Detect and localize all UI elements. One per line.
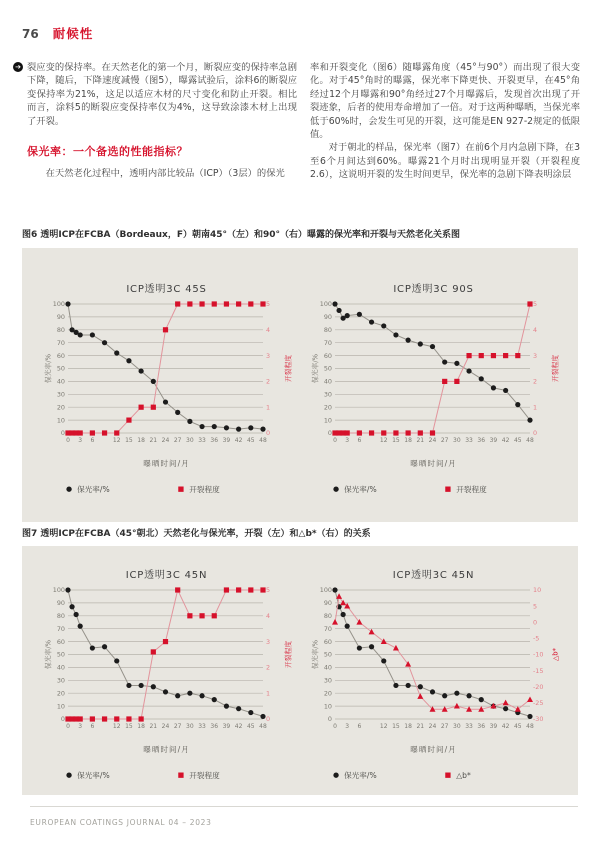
svg-text:48: 48 (258, 723, 267, 730)
svg-text:100: 100 (52, 300, 65, 309)
svg-text:20: 20 (56, 689, 65, 698)
svg-text:0: 0 (532, 429, 537, 438)
svg-text:3: 3 (344, 437, 349, 444)
svg-text:60: 60 (323, 351, 332, 360)
svg-text:开裂程度: 开裂程度 (283, 640, 292, 669)
chart-xlabel: 曝晒时间/月 (410, 745, 457, 754)
chart-title: ICP透明3C 45N (392, 570, 475, 581)
legend-item (66, 484, 110, 495)
legend-label: 保光率/% (77, 485, 110, 494)
paragraph: 率和开裂变化（图6）随曝露角度（45°与90°）而出现了很大变化。对于45°角时的曝露，保光率下降更快、开裂更早，在45°角经过12个月曝露和90°角经过27个月曝露后，发现首次出现了开裂迹象，后者的使用寿命增加了一倍。对于这两种曝晒，当保光率低于60%时，会发生可见的开裂，这可能是EN 927-2规定的低限值。 (310, 62, 580, 141)
chart-legend (303, 770, 564, 781)
svg-text:4: 4 (265, 612, 270, 620)
svg-text:12: 12 (112, 723, 121, 730)
chart-svg (308, 297, 560, 453)
svg-text:30: 30 (56, 390, 65, 399)
svg-text:0: 0 (332, 723, 337, 730)
svg-text:20: 20 (323, 689, 332, 698)
text-column-right (310, 61, 580, 182)
svg-text:21: 21 (415, 437, 424, 444)
svg-text:开裂程度: 开裂程度 (283, 354, 292, 383)
svg-text:5: 5 (265, 586, 270, 595)
square-marker-icon: ■ (177, 485, 185, 493)
legend-label: 开裂程度 (189, 771, 220, 780)
svg-text:18: 18 (136, 437, 145, 444)
continued-arrow-icon: ➔ (13, 62, 23, 72)
svg-text:3: 3 (344, 723, 349, 730)
circle-marker-icon: ● (66, 771, 73, 779)
svg-text:30: 30 (185, 723, 194, 730)
circle-marker-icon: ● (66, 485, 73, 493)
svg-text:30: 30 (452, 437, 461, 444)
svg-text:27: 27 (173, 723, 182, 730)
legend-label: 保光率/% (344, 771, 377, 780)
footer-journal-line: EUROPEAN COATINGS JOURNAL 04 – 2023 (30, 818, 212, 827)
svg-text:39: 39 (222, 723, 230, 730)
footer-divider (30, 806, 578, 807)
svg-text:27: 27 (173, 437, 182, 444)
svg-text:36: 36 (476, 723, 485, 730)
svg-text:42: 42 (501, 437, 509, 444)
svg-text:70: 70 (56, 624, 65, 633)
svg-text:0: 0 (60, 715, 65, 724)
svg-text:-20: -20 (532, 682, 543, 691)
svg-text:12: 12 (379, 437, 388, 444)
svg-text:21: 21 (148, 437, 157, 444)
svg-text:15: 15 (391, 723, 400, 730)
text-column-left (15, 61, 297, 182)
legend-item (333, 770, 377, 781)
svg-text:90: 90 (323, 313, 332, 322)
circle-marker-icon: ● (333, 771, 340, 779)
svg-text:-15: -15 (532, 666, 543, 675)
svg-text:24: 24 (161, 723, 169, 730)
chart-title: ICP透明3C 45N (125, 570, 208, 581)
svg-text:39: 39 (489, 723, 497, 730)
chart-45s (36, 280, 297, 508)
svg-text:20: 20 (323, 403, 332, 412)
svg-text:18: 18 (403, 437, 412, 444)
legend-label: △b* (456, 771, 471, 780)
svg-text:90: 90 (56, 599, 65, 608)
svg-text:-10: -10 (532, 650, 543, 659)
body-columns (15, 61, 580, 182)
svg-text:6: 6 (356, 723, 361, 730)
page-number: 76 (22, 27, 39, 41)
svg-text:-5: -5 (532, 634, 539, 643)
legend-item (333, 484, 377, 495)
svg-text:60: 60 (323, 637, 332, 646)
svg-text:10: 10 (323, 702, 332, 711)
svg-text:36: 36 (209, 437, 218, 444)
svg-text:开裂程度: 开裂程度 (550, 354, 559, 383)
svg-text:保光率/%: 保光率/% (43, 639, 52, 670)
svg-text:20: 20 (56, 403, 65, 412)
svg-text:48: 48 (258, 437, 267, 444)
svg-text:45: 45 (246, 723, 255, 730)
svg-text:3: 3 (532, 351, 537, 360)
svg-text:48: 48 (525, 437, 534, 444)
chart-title: ICP透明3C 90S (393, 284, 474, 295)
legend-item (66, 770, 110, 781)
svg-text:40: 40 (323, 663, 332, 672)
svg-text:保光率/%: 保光率/% (310, 639, 319, 670)
svg-text:保光率/%: 保光率/% (43, 353, 52, 384)
svg-text:0: 0 (532, 618, 537, 627)
svg-text:33: 33 (197, 437, 206, 444)
svg-text:42: 42 (234, 723, 242, 730)
paragraph: 在天然老化过程中，透明内部比较品（ICP）（3层）的保光 (45, 168, 285, 180)
svg-text:0: 0 (60, 429, 65, 438)
svg-text:24: 24 (161, 437, 169, 444)
svg-text:40: 40 (56, 377, 65, 386)
svg-text:3: 3 (265, 637, 270, 646)
legend-item (445, 484, 487, 495)
svg-text:15: 15 (124, 437, 133, 444)
svg-text:0: 0 (265, 715, 270, 724)
chart-legend (303, 484, 564, 495)
svg-text:80: 80 (56, 612, 65, 620)
svg-text:33: 33 (464, 723, 473, 730)
svg-text:45: 45 (513, 723, 522, 730)
legend-item (178, 484, 220, 495)
svg-text:0: 0 (265, 429, 270, 438)
svg-text:-30: -30 (532, 715, 543, 724)
chart-45n-crack (36, 566, 297, 781)
svg-text:15: 15 (391, 437, 400, 444)
svg-text:18: 18 (403, 723, 412, 730)
svg-text:70: 70 (323, 624, 332, 633)
svg-text:15: 15 (124, 723, 133, 730)
svg-text:12: 12 (112, 437, 121, 444)
square-marker-icon: ■ (444, 771, 452, 779)
svg-text:30: 30 (323, 676, 332, 685)
chart-xlabel: 曝晒时间/月 (143, 745, 190, 754)
svg-text:24: 24 (428, 723, 436, 730)
svg-text:100: 100 (319, 300, 332, 309)
chart-svg (308, 583, 560, 739)
svg-text:0: 0 (327, 715, 332, 724)
svg-text:42: 42 (501, 723, 509, 730)
svg-text:30: 30 (185, 437, 194, 444)
legend-label: 开裂程度 (189, 485, 220, 494)
svg-text:6: 6 (89, 437, 94, 444)
legend-item (178, 770, 220, 781)
svg-text:40: 40 (56, 663, 65, 672)
svg-text:5: 5 (532, 602, 537, 611)
svg-text:50: 50 (323, 650, 332, 659)
svg-text:12: 12 (379, 723, 388, 730)
figure6-caption: 图6 透明ICP在FCBA（Bordeaux，F）朝南45°（左）和90°（右）曝露的保光率和开裂与天然老化关系图 (22, 230, 461, 240)
svg-text:50: 50 (323, 364, 332, 373)
svg-text:2: 2 (265, 663, 270, 672)
svg-text:10: 10 (56, 702, 65, 711)
svg-text:1: 1 (265, 689, 270, 698)
legend-item (445, 770, 471, 781)
svg-text:70: 70 (56, 338, 65, 347)
svg-text:10: 10 (532, 586, 541, 595)
svg-text:0: 0 (327, 429, 332, 438)
svg-text:27: 27 (440, 437, 449, 444)
legend-label: 开裂程度 (456, 485, 487, 494)
svg-text:90: 90 (323, 599, 332, 608)
chart-45n-db (303, 566, 564, 781)
svg-text:6: 6 (356, 437, 361, 444)
svg-text:21: 21 (415, 723, 424, 730)
svg-text:5: 5 (532, 300, 537, 309)
svg-text:30: 30 (56, 676, 65, 685)
svg-text:80: 80 (56, 326, 65, 334)
svg-text:40: 40 (323, 377, 332, 386)
paragraph: 对于朝北的样品，保光率（图7）在前6个月内急剧下降，在3至6个月间达到60%。曝露21个月时出现明显开裂（开裂程度2.6），这说明开裂的发生时间更早，保光率的急剧下降表明涂层 (310, 142, 580, 181)
svg-text:33: 33 (197, 723, 206, 730)
chart-90s (303, 280, 564, 508)
svg-text:10: 10 (56, 416, 65, 425)
svg-text:90: 90 (56, 313, 65, 322)
svg-text:60: 60 (56, 351, 65, 360)
section-title: 耐候性 (52, 26, 94, 41)
figure6-panel (22, 248, 578, 522)
svg-text:39: 39 (222, 437, 230, 444)
figure7-panel (22, 546, 578, 795)
svg-text:70: 70 (323, 338, 332, 347)
page-header (22, 24, 93, 42)
svg-text:33: 33 (464, 437, 473, 444)
svg-text:5: 5 (265, 300, 270, 309)
svg-text:3: 3 (265, 351, 270, 360)
svg-text:80: 80 (323, 612, 332, 620)
svg-text:24: 24 (428, 437, 436, 444)
svg-text:3: 3 (77, 437, 82, 444)
square-marker-icon: ■ (177, 771, 185, 779)
svg-text:△b*: △b* (550, 648, 559, 661)
paragraph (15, 61, 297, 128)
svg-text:1: 1 (532, 403, 537, 412)
svg-text:10: 10 (323, 416, 332, 425)
svg-text:4: 4 (265, 326, 270, 334)
svg-text:36: 36 (476, 437, 485, 444)
chart-svg (41, 583, 293, 739)
svg-text:30: 30 (323, 390, 332, 399)
svg-text:4: 4 (532, 326, 537, 334)
svg-text:30: 30 (452, 723, 461, 730)
square-marker-icon: ■ (444, 485, 452, 493)
svg-text:45: 45 (246, 437, 255, 444)
svg-text:39: 39 (489, 437, 497, 444)
chart-xlabel: 曝晒时间/月 (143, 459, 190, 468)
svg-text:21: 21 (148, 723, 157, 730)
chart-xlabel: 曝晒时间/月 (410, 459, 457, 468)
svg-text:2: 2 (265, 377, 270, 386)
svg-text:2: 2 (532, 377, 537, 386)
svg-text:0: 0 (332, 437, 337, 444)
subsection-heading: 保光率：一个备选的性能指标？ (27, 145, 188, 159)
svg-text:3: 3 (77, 723, 82, 730)
chart-title: ICP透明3C 45S (126, 284, 207, 295)
figure7-caption: 图7 透明ICP在FCBA（45°朝北）天然老化与保光率，开裂（左）和△b*（右）的关系 (22, 529, 371, 539)
svg-text:42: 42 (234, 437, 242, 444)
chart-legend (36, 484, 297, 495)
legend-label: 保光率/% (77, 771, 110, 780)
svg-text:1: 1 (265, 403, 270, 412)
svg-text:48: 48 (525, 723, 534, 730)
svg-text:100: 100 (319, 586, 332, 595)
svg-text:0: 0 (65, 437, 70, 444)
svg-text:27: 27 (440, 723, 449, 730)
svg-text:6: 6 (89, 723, 94, 730)
svg-text:保光率/%: 保光率/% (310, 353, 319, 384)
svg-text:18: 18 (136, 723, 145, 730)
svg-text:0: 0 (65, 723, 70, 730)
svg-text:100: 100 (52, 586, 65, 595)
legend-label: 保光率/% (344, 485, 377, 494)
paragraph-text: 裂应变的保持率。在天然老化的第一个月，断裂应变的保持率急剧下降，随后，下降速度减慢（图5），曝露试验后，涂料6的断裂应变保持率为21%，这足以适应木材的尺寸变化和防止开裂。相比而言，涂料5的断裂应变保持率仅为4%，这导致涂漆木材上出现了开裂。 (27, 62, 297, 127)
svg-text:50: 50 (56, 650, 65, 659)
svg-text:-25: -25 (532, 699, 543, 708)
svg-text:80: 80 (323, 326, 332, 334)
svg-text:45: 45 (513, 437, 522, 444)
svg-text:36: 36 (209, 723, 218, 730)
circle-marker-icon: ● (333, 485, 340, 493)
chart-legend (36, 770, 297, 781)
chart-svg (41, 297, 293, 453)
svg-text:50: 50 (56, 364, 65, 373)
svg-text:60: 60 (56, 637, 65, 646)
